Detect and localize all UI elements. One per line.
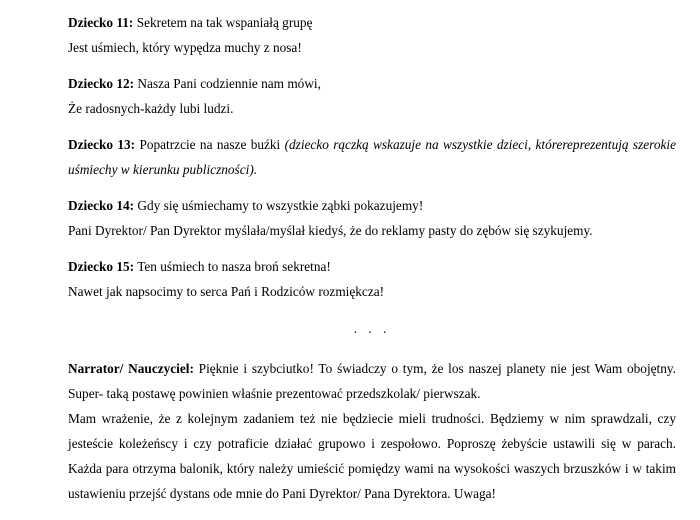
dialogue-text: Sekretem na tak wspaniałą grupę: [133, 15, 313, 30]
dialogue-line: [68, 254, 676, 279]
speaker-label: Dziecko 12:: [68, 76, 135, 91]
narrator-text: Pięknie i szybciutko! To świadczy o tym, że los naszej planety nie jest Wam obojętny. Super- taką postawę powinien właśnie prezentować przedszkolak/ pierwszak.: [68, 361, 676, 401]
dialogue-text: Nasza Pani codziennie nam mówi,: [134, 76, 321, 91]
dialogue-line: Że radosnych-każdy lubi ludzi.: [68, 101, 234, 116]
dialogue-entry-12: [68, 71, 676, 121]
dialogue-line: [68, 71, 676, 96]
dialogue-entry-15: [68, 254, 676, 304]
dialogue-text: Ten uśmiech to nasza broń sekretna!: [134, 259, 331, 274]
dialogue-line: Jest uśmiech, który wypędza muchy z nosa!: [68, 40, 302, 55]
stage-direction: (dziecko rączką wskazuje na wszystkie dzieci, którereprezentują szerokie uśmiechy w kierunku publiczności).: [68, 137, 676, 177]
speaker-label: Dziecko 13:: [68, 137, 136, 152]
dialogue-line: Nawet jak napsocimy to serca Pań i Rodziców rozmiękcza!: [68, 284, 385, 299]
speaker-label: Dziecko 14:: [68, 198, 135, 213]
section-divider: . . .: [353, 321, 391, 336]
narrator-entry: [68, 356, 676, 506]
narrator-paragraph: Mam wrażenie, że z kolejnym zadaniem też nie będziecie mieli trudności. Będziemy w nim sprawdzali, czy jesteście koleżeńscy i czy potraficie działać grupowo i zespołowo. Poproszę żebyście ustawili się w parach. Każda para otrzyma balonik, który należy umieścić pomiędzy wami na wysokości waszych brzuszków i w takim ustawieniu przejść dystans ode mnie do Pani Dyrektor/ Pana Dyrektora. Uwaga!: [68, 411, 676, 501]
dialogue-line: [68, 193, 676, 218]
speaker-label: Dziecko 15:: [68, 259, 135, 274]
speaker-label: Narrator/ Nauczyciel:: [68, 361, 194, 376]
dialogue-entry-11: [68, 10, 676, 60]
dialogue-line: [68, 10, 676, 35]
speaker-label: Dziecko 11:: [68, 15, 134, 30]
dialogue-entry-14: [68, 193, 676, 243]
dialogue-entry-13: [68, 132, 676, 182]
narrator-paragraph: [68, 356, 676, 406]
dialogue-line: Pani Dyrektor/ Pan Dyrektor myślała/myślał kiedyś, że do reklamy pasty do zębów się szykujemy.: [68, 223, 593, 238]
dialogue-text: Gdy się uśmiechamy to wszystkie ząbki pokazujemy!: [134, 198, 424, 213]
dialogue-line: [68, 132, 676, 182]
dialogue-text: Popatrzcie na nasze buźki: [135, 137, 285, 152]
